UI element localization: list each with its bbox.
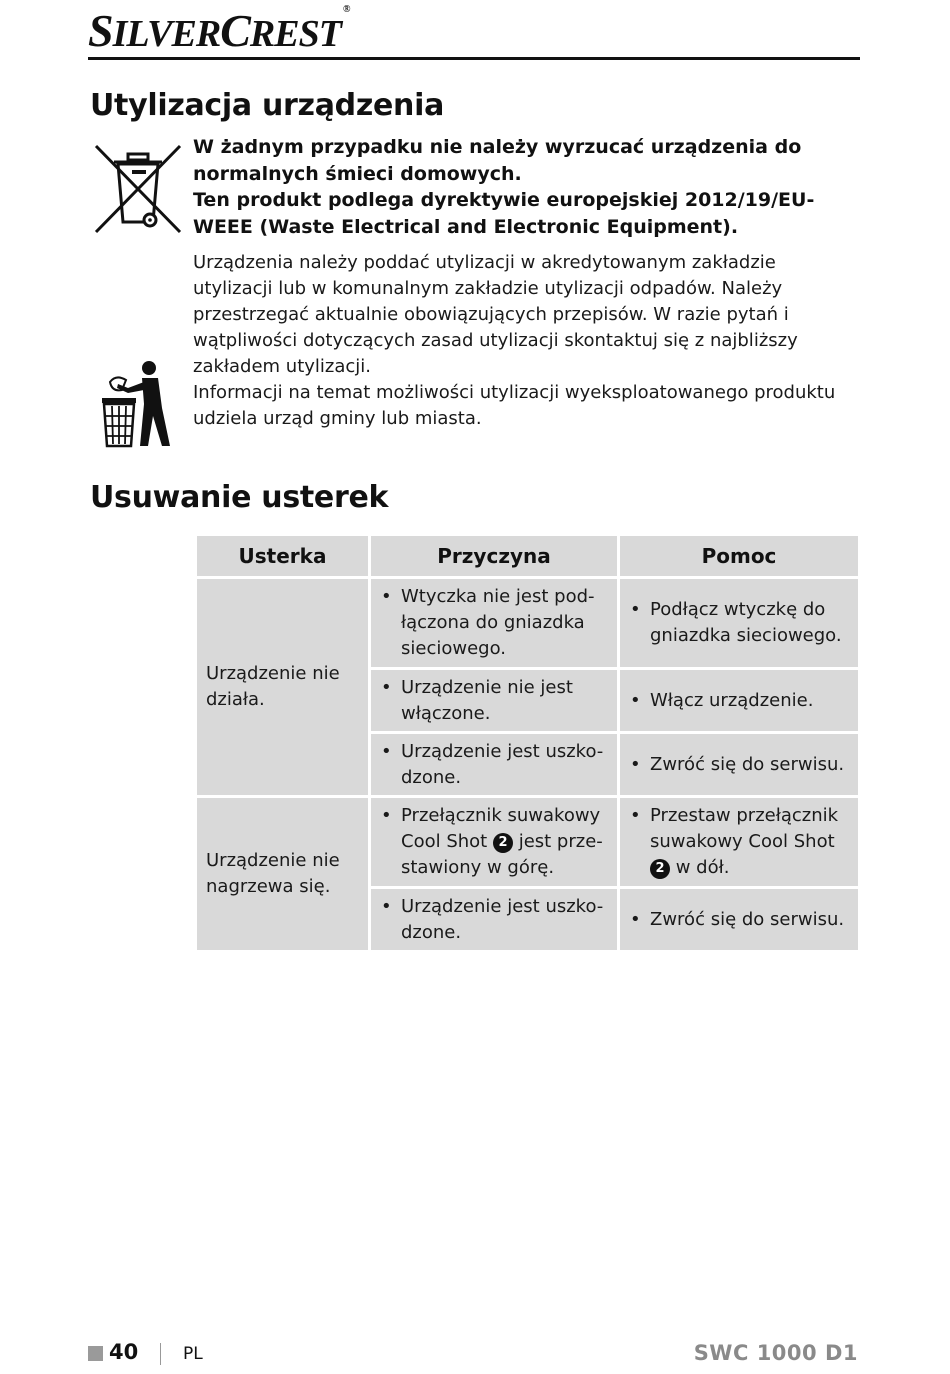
table-row	[196, 797, 860, 888]
bullet-mark: •	[381, 676, 392, 698]
remedy-cell	[619, 669, 860, 733]
remedy-cell	[619, 888, 860, 952]
cause-text: Przełącznik suwakowy Cool Shot	[401, 805, 601, 852]
part-number-badge: 2	[493, 833, 513, 853]
page-number: 40	[109, 1340, 139, 1364]
disposal-info-paragraph: Informacji na temat możliwości utylizacji wyeksploatowanego produktu udziela urząd gminy lub miasta.	[193, 382, 836, 429]
disposal-warning	[193, 134, 863, 240]
part-number-badge: 2	[650, 859, 670, 879]
footer-marker	[88, 1346, 103, 1361]
bullet-mark: •	[630, 753, 641, 775]
cause-cell	[370, 578, 619, 669]
brand-logo-text: REST	[249, 13, 341, 55]
cause-text: Urządzenie jest uszko-dzone.	[401, 895, 604, 943]
cause-cell	[370, 888, 619, 952]
remedy-text: Włącz urządzenie.	[650, 689, 814, 711]
disposal-heading: Utylizacja urządzenia	[90, 88, 445, 123]
remedy-cell	[619, 797, 860, 888]
brand-logo	[88, 4, 349, 57]
brand-logo-letter: S	[88, 5, 113, 56]
remedy-text: Zwróć się do serwisu.	[650, 908, 845, 930]
cause-cell	[370, 797, 619, 888]
troubleshooting-heading: Usuwanie usterek	[90, 480, 389, 515]
remedy-cell	[619, 733, 860, 797]
disposal-paragraph: Urządzenia należy poddać utylizacji w akredytowanym zakładzie utylizacji lub w komunalnym zakładzie utylizacji odpadów. Należy przestrzegać aktualnie obowiązujących przepisów. W razie pytań i wątpliwości dotyczących zasad utylizacji skontaktuj się z najbliższy zakładem utylizacji.	[193, 252, 798, 377]
weee-directive-line: Ten produkt podlega dyrektywie europejskiej 2012/19/EU-WEEE (Waste Electrical and Electronic Equipment).	[193, 189, 815, 238]
cause-text: Urządzenie jest uszko-dzone.	[401, 740, 604, 788]
remedy-text: Przestaw przełącznik suwakowy Cool Shot	[650, 805, 839, 852]
remedy-text: Zwróć się do serwisu.	[650, 753, 845, 775]
bullet-mark: •	[630, 599, 641, 620]
bullet-mark: •	[381, 895, 392, 917]
person-discarding-in-bin-icon	[100, 360, 170, 450]
registered-mark: ®	[342, 4, 350, 15]
troubleshooting-table	[194, 533, 861, 953]
bullet-mark: •	[381, 740, 392, 762]
model-number: SWC 1000 D1	[693, 1341, 858, 1365]
table-header-row	[196, 535, 860, 578]
remedy-text: Podłącz wtyczkę do gniazdka sieciowego.	[650, 599, 842, 646]
remedy-text: w dół.	[675, 857, 730, 878]
table-row	[196, 578, 860, 669]
footer-divider	[160, 1343, 161, 1365]
bullet-mark: •	[630, 805, 641, 826]
bullet-mark: •	[381, 805, 392, 826]
fault-cell: Urządzenie nie nagrzewa się.	[196, 797, 370, 952]
header-rule	[88, 57, 860, 60]
cause-cell	[370, 733, 619, 797]
column-header-remedy: Pomoc	[619, 535, 860, 578]
crossed-out-wheelie-bin-icon	[92, 140, 184, 236]
column-header-cause: Przyczyna	[370, 535, 619, 578]
brand-logo-text: ILVER	[112, 13, 221, 55]
cause-text: Wtyczka nie jest pod-łączona do gniazdka sieciowego.	[401, 586, 595, 659]
bullet-mark: •	[381, 586, 392, 607]
language-code: PL	[183, 1344, 203, 1364]
bullet-mark: •	[630, 689, 641, 711]
disposal-warning-line: W żadnym przypadku nie należy wyrzucać urządzenia do normalnych śmieci domowych.	[193, 136, 802, 185]
column-header-fault: Usterka	[196, 535, 370, 578]
cause-text: jest prze-stawiony w górę.	[401, 831, 603, 878]
bullet-mark: •	[630, 908, 641, 930]
remedy-cell	[619, 578, 860, 669]
fault-cell: Urządzenie nie działa.	[196, 578, 370, 797]
cause-cell	[370, 669, 619, 733]
brand-logo-letter: C	[220, 5, 250, 56]
cause-text: Urządzenie nie jest włączone.	[401, 676, 573, 724]
